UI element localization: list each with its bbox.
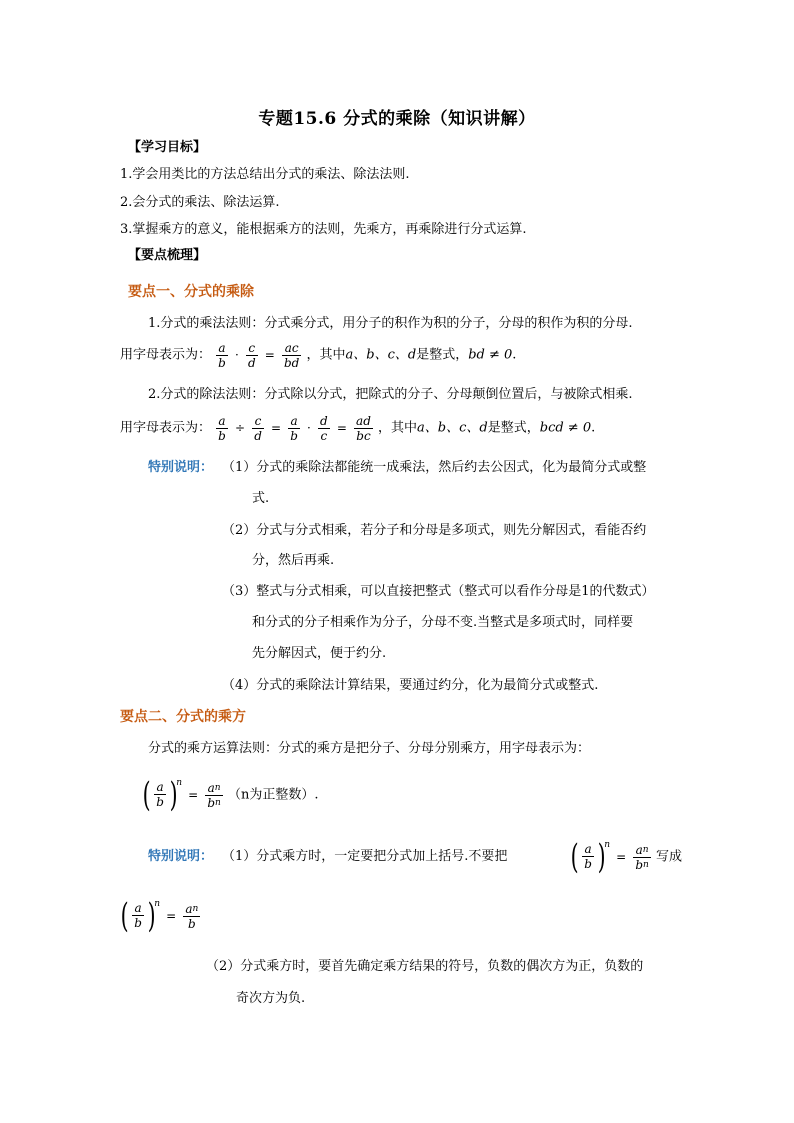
goal-1: 1.学会用类比的方法总结出分式的乘法、除法法则. bbox=[120, 167, 410, 182]
note3-line3: 先分解因式，便于约分. bbox=[252, 646, 387, 661]
power-note2-line1: （2）分式乘方时，要首先确定乘方结果的符号，负数的偶次方为正，负数的 bbox=[206, 959, 644, 974]
power-lhs: ( $\frac{a}{b}$ )$^n$ bbox=[142, 774, 183, 815]
note4-line1: （4）分式的乘除法计算结果，要通过约分，化为最简分式或整式. bbox=[222, 678, 599, 693]
note2-line2: 分，然后再乘. bbox=[252, 553, 335, 568]
power-rule: 分式的乘方运算法则：分式的乘方是把分子、分母分别乘方，用字母表示为： bbox=[148, 741, 591, 756]
note-label-2: 特别说明： bbox=[148, 849, 214, 864]
multiplication-rule: 1.分式的乘法法则：分式乘分式，用分子的积作为积的分子，分母的积作为积的分母. bbox=[148, 316, 633, 331]
fraction-ac-bd: $\frac{ac}{bd}$ bbox=[283, 340, 300, 370]
note3-line1: （3）整式与分式相乘，可以直接把整式（整式可以看作分母是1的代数式） bbox=[222, 584, 655, 599]
goal-3: 3.掌握乘方的意义，能根据乘方的法则，先乘方，再乘除进行分式运算. bbox=[120, 222, 527, 237]
power-note1-wrong-formula: ( $\frac{a}{b}$ )$^n$ = $\frac{a^n}{b}$ bbox=[120, 895, 199, 936]
note2-line1: （2）分式与分式相乘，若分子和分母是多项式，则先分解因式，看能否约 bbox=[222, 523, 647, 538]
fraction-c-d: $\frac{c}{d}$ bbox=[247, 340, 256, 370]
goals-header: 【学习目标】 bbox=[128, 140, 207, 155]
division-rule: 2.分式的除法法则：分式除以分式，把除式的分子、分母颠倒位置后，与被除式相乘. bbox=[148, 387, 633, 402]
note3-line2: 和分式的分子相乘作为分子，分母不变.当整式是多项式时，同样要 bbox=[252, 615, 634, 630]
goal-2: 2.会分式的乘法、除法运算. bbox=[120, 195, 280, 210]
point2-heading: 要点二、分式的乘方 bbox=[120, 709, 246, 725]
key-points-header: 【要点梳理】 bbox=[128, 248, 207, 263]
power-note1-text: （1）分式乘方时，一定要把分式加上括号.不要把 bbox=[222, 849, 508, 864]
formula-prefix: 用字母表示为： bbox=[120, 347, 212, 363]
power-formula-line: ( $\frac{a}{b}$ )$^n$ = $\frac{a^n}{b^n}$ （n为正整数）. bbox=[140, 773, 319, 817]
power-note1-formula: ( $\frac{a}{b}$ )$^n$ = $\frac{a^n}{b^n}$ 写成 bbox=[570, 836, 682, 877]
division-formula-line: 用字母表示为： $\frac{a}{b}$ ÷ $\frac{c}{d}$ = $\frac{a}{b}$ · $\frac{d}{c}$ = $\frac{ad}{bc}$ ，其中a、b、c、d是整式，bcd ≠ 0. bbox=[120, 413, 596, 443]
point1-heading: 要点一、分式的乘除 bbox=[128, 284, 254, 300]
multiplication-formula-line: 用字母表示为： $\frac{a}{b}$ · $\frac{c}{d}$ = $\frac{ac}{bd}$ ，其中a、b、c、d是整式，bd ≠ 0. bbox=[120, 340, 517, 370]
page-title: 专题15.6 分式的乘除（知识讲解） bbox=[258, 109, 536, 129]
note1-line1: （1）分式的乘除法都能统一成乘法，然后约去公因式，化为最简分式或整 bbox=[222, 460, 647, 475]
fraction-a-b: $\frac{a}{b}$ bbox=[218, 340, 226, 370]
note-label-1: 特别说明： bbox=[148, 460, 214, 475]
formula-prefix: 用字母表示为： bbox=[120, 420, 212, 436]
power-note2-line2: 奇次方为负. bbox=[236, 991, 306, 1006]
power-rhs: $\frac{a^n}{b^n}$ bbox=[207, 780, 221, 810]
note1-line2: 式. bbox=[252, 491, 270, 506]
